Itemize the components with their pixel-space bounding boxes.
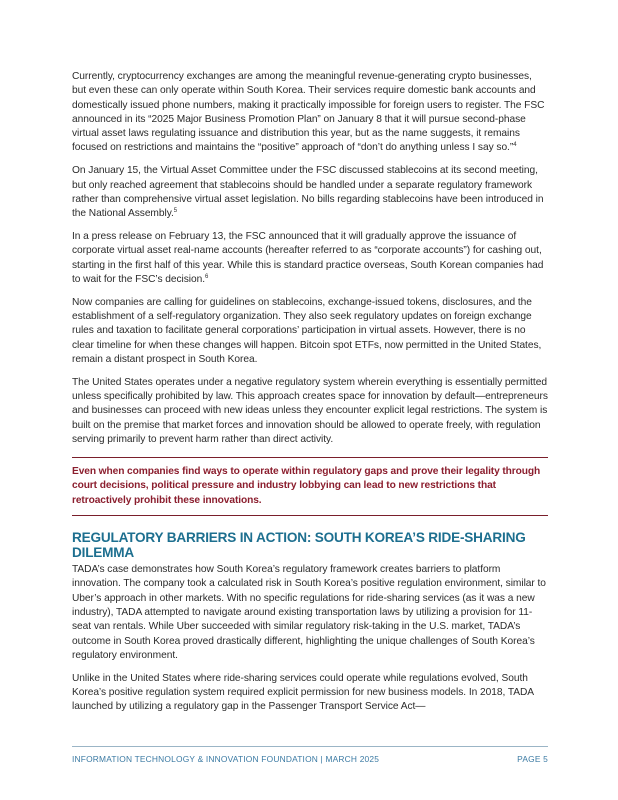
paragraph-us-system xyxy=(72,376,548,447)
footnote-ref[interactable]: 5 xyxy=(173,208,178,215)
pull-quote-bottom-rule xyxy=(72,515,548,516)
footnote-ref[interactable]: 6 xyxy=(205,273,209,280)
footer-page-number: PAGE 5 xyxy=(517,754,548,764)
paragraph-exchanges xyxy=(72,70,548,156)
pull-quote xyxy=(72,457,548,516)
paragraph-text: In a press release on February 13, the FSC announced that it will gradually approve the issuance of corporate virtual asset real-name accounts (hereafter referred to as “corporate accounts”) for cashing out, starting in the first half of this year. While this is standard practice overseas, South Korean companies had to wait for the FSC’s decision. xyxy=(72,230,544,285)
page-footer xyxy=(72,746,548,764)
paragraph-text: Currently, cryptocurrency exchanges are among the meaningful revenue-generating crypto businesses, but even these can only operate within South Korea. Their services require domestic bank accounts and domestically issued phone numbers, making it practically impossible for foreign users to register. The FSC announced in its “2025 Major Business Promotion Plan” on January 8 that it will pursue second-phase virtual asset laws regulating issuance and distribution this year, but as the name suggests, it remains focused on restrictions and maintains the “positive” approach of “don’t do anything unless I say so.” xyxy=(72,71,545,154)
footnote-ref[interactable]: 4 xyxy=(513,142,517,149)
paragraph-tada-launch: Unlike in the United States where ride-sharing services could operate while regulations evolved, South Korea’s positive regulation system required explicit permission for new business models. In 2018, TADA launched by utilizing a regulatory gap in the Passenger Transport Service Act— xyxy=(72,672,534,713)
paragraph-stablecoins xyxy=(72,164,548,221)
paragraph-corporate-accounts xyxy=(72,230,548,287)
footer-publisher: INFORMATION TECHNOLOGY & INNOVATION FOUNDATION | MARCH 2025 xyxy=(72,754,380,764)
pull-quote-text: Even when companies find ways to operate within regulatory gaps and prove their legality through court decisions, political pressure and industry lobbying can lead to new restrictions that retroactively prohibit these innovations. xyxy=(72,466,541,506)
paragraph-text: Now companies are calling for guidelines on stablecoins, exchange-issued tokens, disclosures, and the establishment of a self-regulatory organization. They also seek regulatory updates on foreign exchange rules and taxation to facilitate general corporations’ participation in virtual assets. However, there is no clear timeline for when these changes will happen. Bitcoin spot ETFs, now permitted in the United States, remain a distant prospect in South Korea. xyxy=(72,296,542,365)
paragraph-text: The United States operates under a negative regulatory system wherein everything is essentially permitted unless specifically prohibited by law. This approach creates space for innovation by default—entrepreneurs and businesses can proceed with new ideas unless they encounter explicit legal restrictions. The system is built on the premise that market forces and innovation should be allowed to operate freely, with regulation serving primarily to prevent harm rather than direct activity. xyxy=(72,376,548,445)
page-body xyxy=(72,70,548,723)
paragraph-guidelines xyxy=(72,296,548,367)
paragraph-text: On January 15, the Virtual Asset Committee under the FSC discussed stablecoins at its second meeting, but only reached agreement that stablecoins should be handled under a separate regulatory framework rather than comprehensive virtual asset legislation. No bills regarding stablecoins have been introduced in the National Assembly. xyxy=(72,165,544,220)
section-heading: REGULATORY BARRIERS IN ACTION: SOUTH KOREA’S RIDE-SHARING DILEMMA xyxy=(72,530,526,561)
paragraph-tada-case: TADA’s case demonstrates how South Korea’s regulatory framework creates barriers to platform innovation. The company took a calculated risk in South Korea’s positive regulation environment, similar to Uber’s approach in other markets. With no specific regulations for ride-sharing services (as it was a new industry), TADA attempted to navigate around existing transportation laws by utilizing a provision for 11-seat van rentals. While Uber succeeded with similar regulatory risk-taking in the U.S. market, TADA’s outcome in South Korea proved drastically different, highlighting the unique challenges of South Korea’s regulatory environment. xyxy=(72,564,546,661)
footer-rule xyxy=(72,746,548,747)
